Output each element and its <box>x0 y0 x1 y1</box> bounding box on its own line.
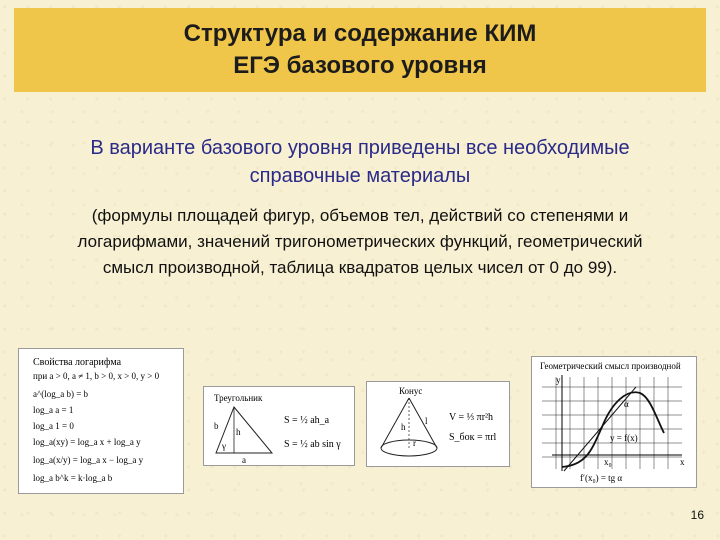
intro-line-2: справочные материалы <box>249 165 471 187</box>
log-panel-conditions: при a > 0, a ≠ 1, b > 0, x > 0, y > 0 <box>33 371 160 381</box>
log-panel-title: Свойства логарифма <box>33 357 122 368</box>
triangle-panel <box>203 386 355 466</box>
derivative-figure <box>532 357 696 487</box>
triangle-figure <box>204 387 354 465</box>
intro-line-1: В варианте базового уровня приведены все необходимые <box>90 137 630 159</box>
logarithm-properties-panel <box>18 348 184 494</box>
cone-label-r: r <box>413 438 416 448</box>
triangle-title: Треугольник <box>214 393 263 403</box>
log-formula-3: log_a 1 = 0 <box>33 421 74 431</box>
triangle-label-a: a <box>242 455 246 465</box>
triangle-area-formula-1: S = ½ ah_a <box>284 415 330 426</box>
log-formula-4: log_a(xy) = log_a x + log_a y <box>33 437 141 447</box>
title-banner <box>14 8 706 92</box>
log-formula-5: log_a(x/y) = log_a x − log_a y <box>33 455 144 465</box>
slide-title-line-1: Структура и содержание КИМ <box>183 20 537 47</box>
cone-lateral-area-formula: S_бок = πrl <box>449 432 497 443</box>
derivative-formula: f′(x₀) = tg α <box>580 473 623 483</box>
derivative-label-function: y = f(x) <box>610 433 638 443</box>
details-line-1: (формулы площадей фигур, объемов тел, действий со степенями и <box>91 206 629 225</box>
log-formula-6: log_a b^k = k·log_a b <box>33 473 113 483</box>
derivative-title: Геометрический смысл производной <box>540 361 681 371</box>
log-formula-2: log_a a = 1 <box>33 405 74 415</box>
cone-panel <box>366 381 510 467</box>
derivative-panel <box>531 356 697 488</box>
cone-label-l: l <box>425 416 428 426</box>
cone-figure <box>367 382 509 466</box>
slide-title-line-2: ЕГЭ базового уровня <box>233 52 487 79</box>
triangle-label-b: b <box>214 421 219 431</box>
cone-title: Конус <box>399 386 423 396</box>
log-formula-1: a^(log_a b) = b <box>33 389 89 399</box>
triangle-area-formula-2: S = ½ ab sin γ <box>284 439 341 450</box>
logarithm-formulas-figure <box>19 349 183 493</box>
derivative-label-alpha: α <box>624 399 629 409</box>
details-line-3: смысл производной, таблица квадратов целых чисел от 0 до 99). <box>102 258 618 277</box>
derivative-label-y: y <box>556 375 561 385</box>
triangle-label-h: h <box>236 427 241 437</box>
derivative-label-x: x <box>680 457 685 467</box>
cone-volume-formula: V = ⅓ πr²h <box>449 412 494 423</box>
intro-text <box>0 134 720 190</box>
page-number: 16 <box>690 508 704 522</box>
triangle-label-gamma: γ <box>222 441 226 451</box>
cone-label-h: h <box>401 422 406 432</box>
details-line-2: логарифмами, значений тригонометрических функций, геометрический <box>77 232 643 251</box>
details-text <box>14 203 706 281</box>
derivative-label-x0: x₀ <box>604 457 612 467</box>
